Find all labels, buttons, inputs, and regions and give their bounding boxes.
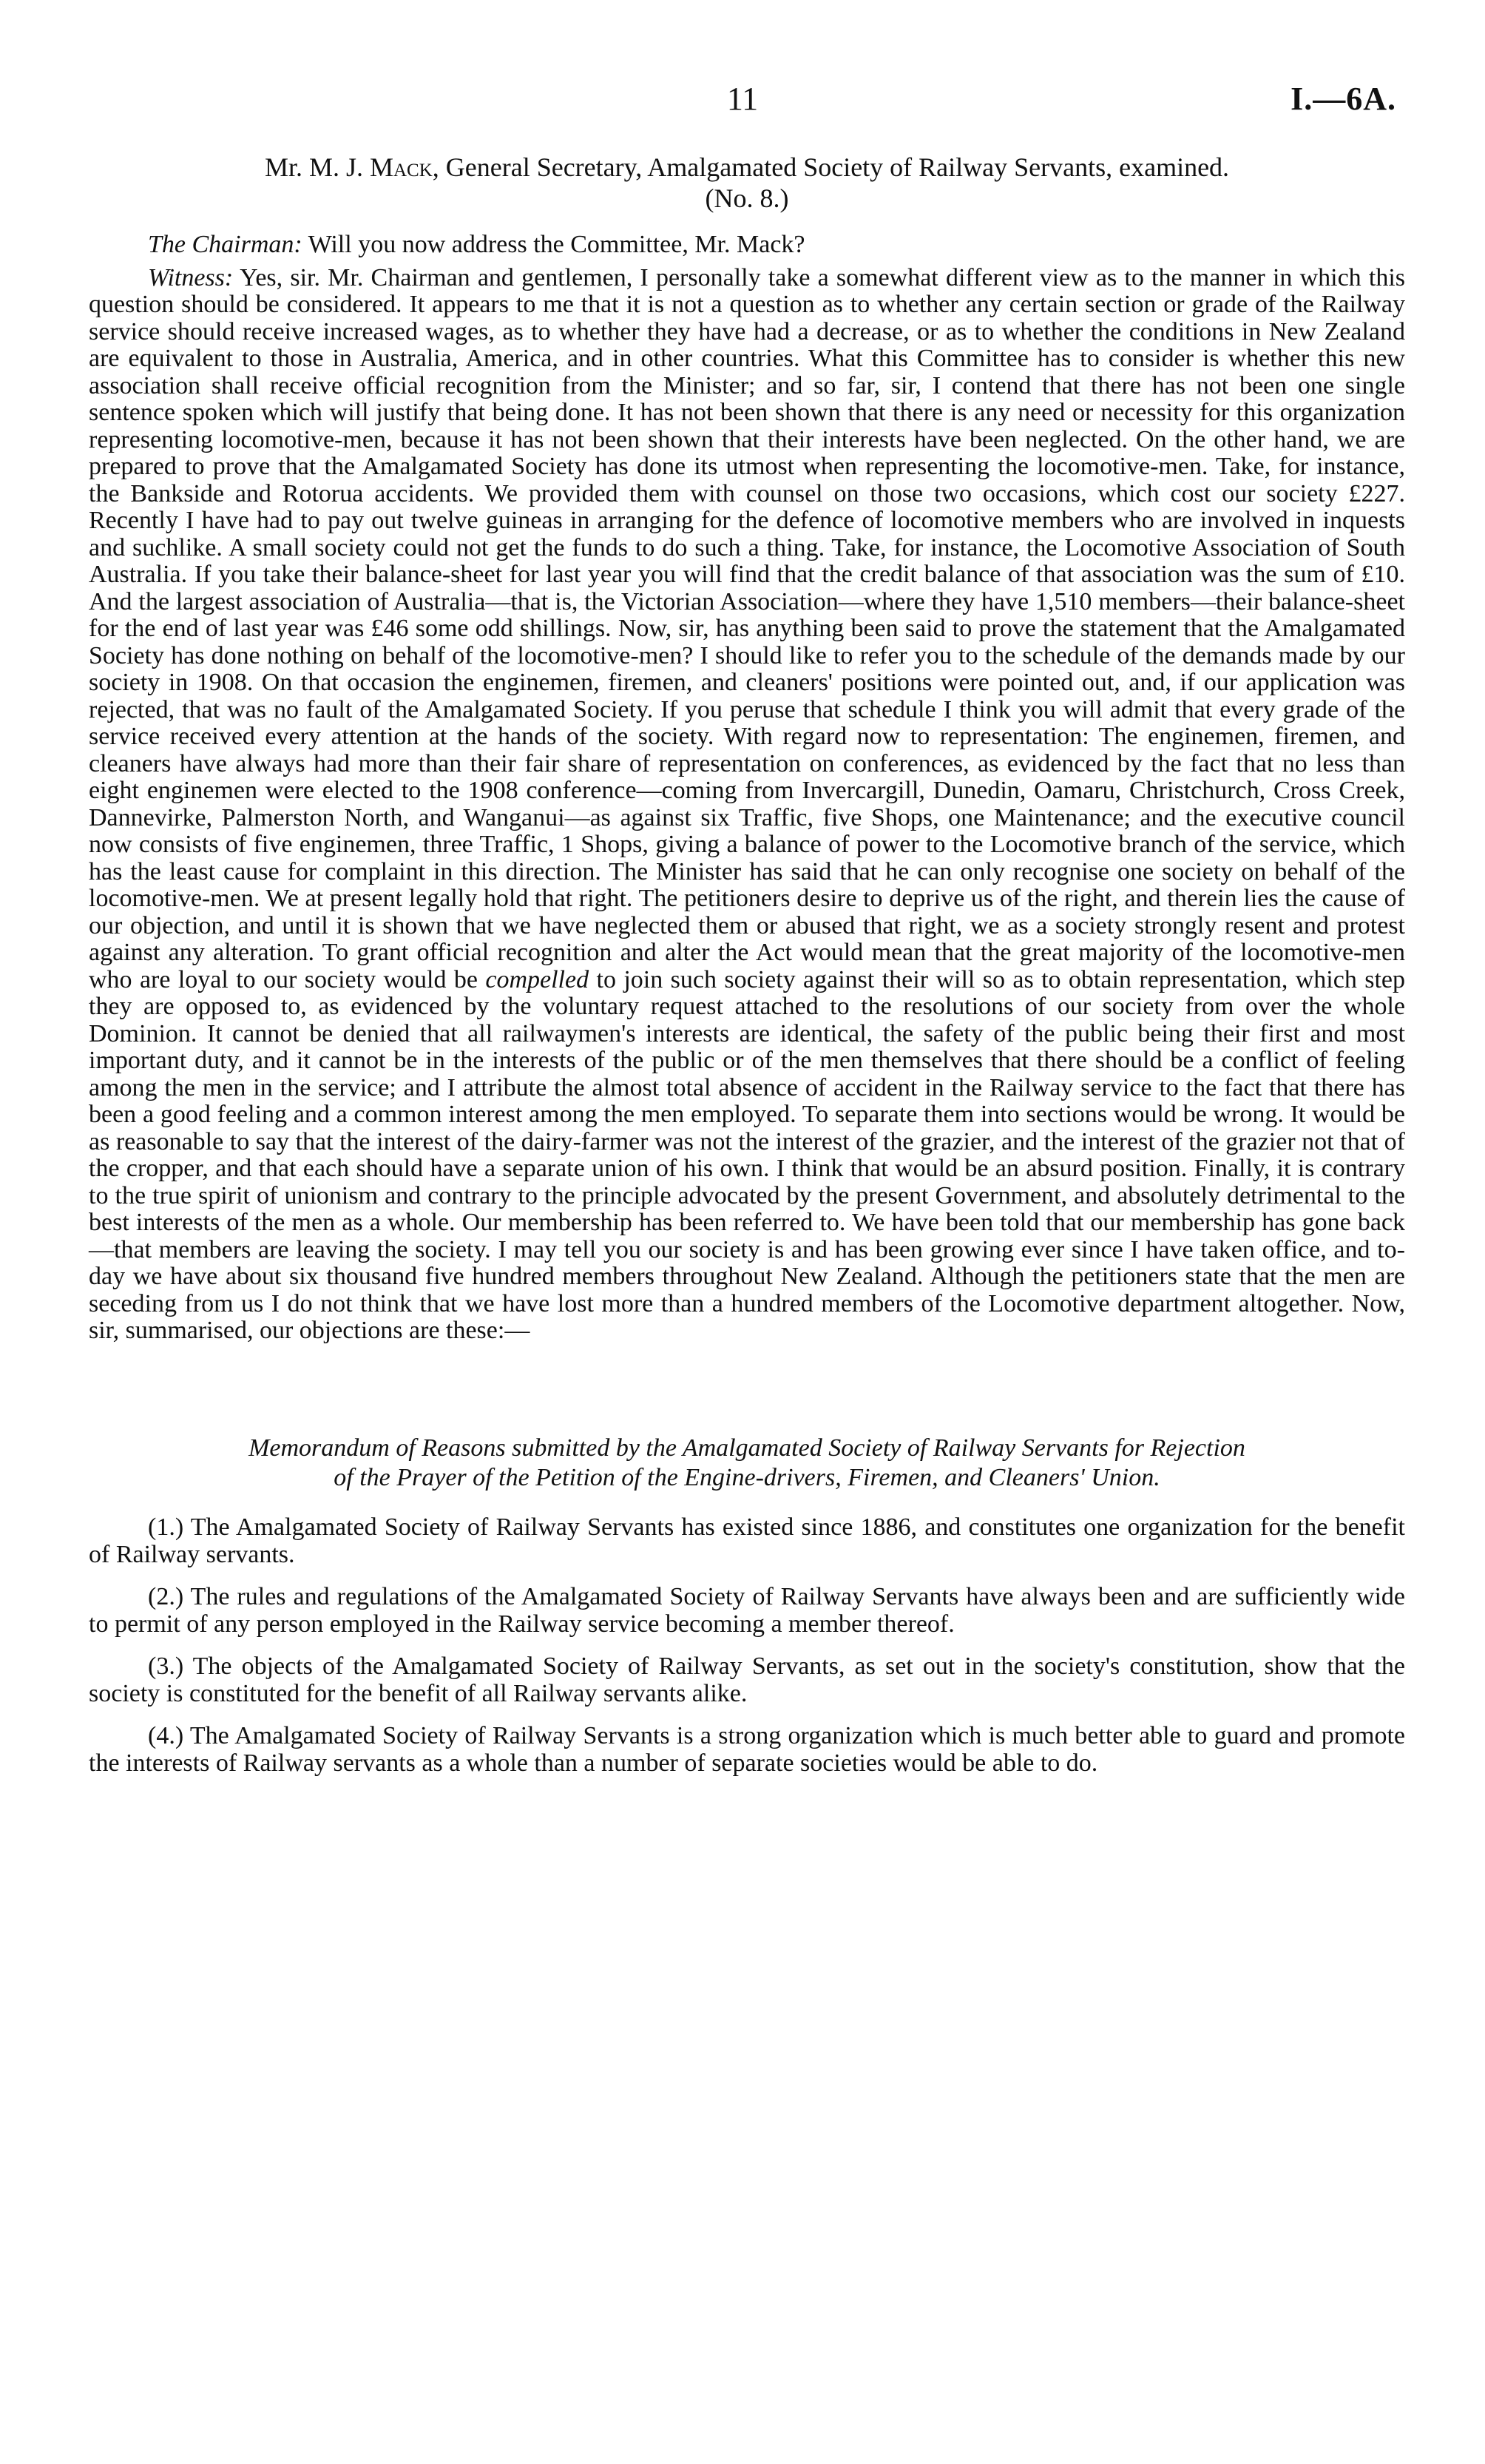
examination-number: (No. 8.) — [705, 183, 789, 213]
memorandum-reason-3: (3.) The objects of the Amalgamated Society of Railway Servants, as set out in the society's constitution, show that the society is constituted for the benefit of all Railway servants alike. — [89, 1652, 1405, 1707]
memorandum-title-line-2: of the Prayer of the Petition of the Engine-drivers, Firemen, and Cleaners' Union. — [334, 1463, 1160, 1491]
memorandum-reason-1: (1.) The Amalgamated Society of Railway Servants has existed since 1886, and constitutes one organization for the benefit of Railway servants. — [89, 1513, 1405, 1568]
witness-statement — [89, 265, 1405, 1345]
chairman-text: Will you now address the Committee, Mr. Mack? — [308, 231, 805, 258]
witness-text-part-1: Yes, sir. Mr. Chairman and gentlemen, I personally take a somewhat different view as to the manner in which this question should be considered. It appears to me that it is not a question as to whether any certain section or grade of the Railway service should receive increased wages, as to whether they have had a decrease, or as to whether the conditions in New Zealand are equivalent to those in Australia, America, and in other countries. What this Committee has to consider is whether this new association shall receive official recognition from the Minister; and so far, sir, I contend that there has not been one single sentence spoken which will justify that being done. It has not been shown that there is any need or necessity for this organization representing locomotive-men, because it has not been shown that their interests have been neglected. On the other hand, we are prepared to prove that the Amalgamated Society has done its utmost when representing the locomotive-men. Take, for instance, the Bankside and Rotorua accidents. We provided them with counsel on those two occasions, which cost our society £227. Recently I have had to pay out twelve guineas in arranging for the defence of locomotive members who are involved in inquests and suchlike. A small society could not get the funds to do such a thing. Take, for instance, the Locomotive Association of South Australia. If you take their balance-sheet for last year you will find that the credit balance of that association was the sum of £10. And the largest association of Australia—that is, the Victorian Association—where they have 1,510 members—their balance-sheet for the end of last year was £46 some odd shillings. Now, sir, has anything been said to prove the statement that the Amalgamated Society has done nothing on behalf of the locomotive-men? I should like to refer you to the schedule of the demands made by our society in 1908. On that occasion the enginemen, firemen, and cleaners' positions were pointed out, and, if our application was rejected, that was no fault of the Amalgamated Society. If you peruse that schedule I think you will admit that every grade of the service received every attention at the hands of the society. With regard now to representation: The enginemen, firemen, and cleaners have always had more than their fair share of representation on conferences, as evidenced by the fact that no less than eight enginemen were elected to the 1908 conference—coming from Invercargill, Dunedin, Oamaru, Christchurch, Cross Creek, Dannevirke, Palmerston North, and Wanganui—as against six Traffic, five Shops, one Maintenance; and the executive council now consists of five enginemen, three Traffic, 1 Shops, giving a balance of power to the Locomotive branch of the service, which has the least cause for complaint in this direction. The Minister has said that he can only recognise one society on behalf of the locomotive-men. We at present legally hold that right. The petitioners desire to deprive us of the right, and therein lies the cause of our objection, and until it is shown that we have neglected them or abused that right, we as a society strongly resent and protest against any alteration. To grant official recognition and alter the Act would mean that the great majority of the locomotive-men who are loyal to our society would be — [89, 263, 1406, 993]
heading-prefix: Mr. M. J. — [264, 152, 363, 182]
memorandum-title — [89, 1434, 1405, 1493]
document-reference: I.—6A. — [1291, 81, 1396, 117]
memorandum-reason-2: (2.) The rules and regulations of the Amalgamated Society of Railway Servants have always been and are sufficiently wide to permit of any person employed in the Railway service becoming a member thereof. — [89, 1582, 1405, 1638]
page-body — [89, 152, 1405, 1792]
page-number: 11 — [726, 81, 759, 117]
witness-speaker: Witness: — [148, 263, 234, 291]
witness-name: Mack — [369, 152, 433, 182]
heading-suffix: , General Secretary, Amalgamated Society of Railway Servants, examined. — [432, 152, 1230, 182]
memorandum-reason-4: (4.) The Amalgamated Society of Railway Servants is a strong organization which is much better able to guard and promote the interests of Railway servants as a whole than a number of separate societies would be able to do. — [89, 1721, 1405, 1777]
witness-emphasis: compelled — [485, 965, 589, 993]
witness-heading — [89, 152, 1405, 214]
chairman-speaker: The Chairman: — [148, 231, 302, 258]
witness-text-part-2: to join such society against their will so as to obtain representation, which step they are opposed to, as evidenced by the voluntary request attached to the resolutions of our society from over the whole Dominion. It cannot be denied that all railwaymen's interests are identical, the safety of the public being their first and most important duty, and it cannot be in the interests of the public or of the men themselves that there should be a conflict of feeling among the men in the service; and I attribute the almost total absence of accident in the Railway service to the fact that there has been a good feeling and a common interest among the men employed. To separate them into sections would be wrong. It would be as reasonable to say that the interest of the dairy-farmer was not the interest of the grazier, and the interest of the grazier not that of the cropper, and that each should have a separate union of his own. I think that would be an absurd position. Finally, it is contrary to the true spirit of unionism and contrary to the principle advocated by the present Government, and absolutely detrimental to the best interests of the men as a whole. Our membership has been referred to. We have been told that our membership has gone back—that members are leaving the society. I may tell you our society is and has been growing ever since I have taken office, and to-day we have about six thousand five hundred members throughout New Zealand. Although the petitioners state that the men are seceding from us I do not think that we have lost more than a hundred members of the Locomotive department altogether. Now, sir, summarised, our objections are these:— — [89, 965, 1406, 1344]
memorandum-title-line-1: Memorandum of Reasons submitted by the Amalgamated Society of Railway Servants for Rejection — [248, 1434, 1245, 1462]
chairman-question — [89, 232, 1405, 259]
